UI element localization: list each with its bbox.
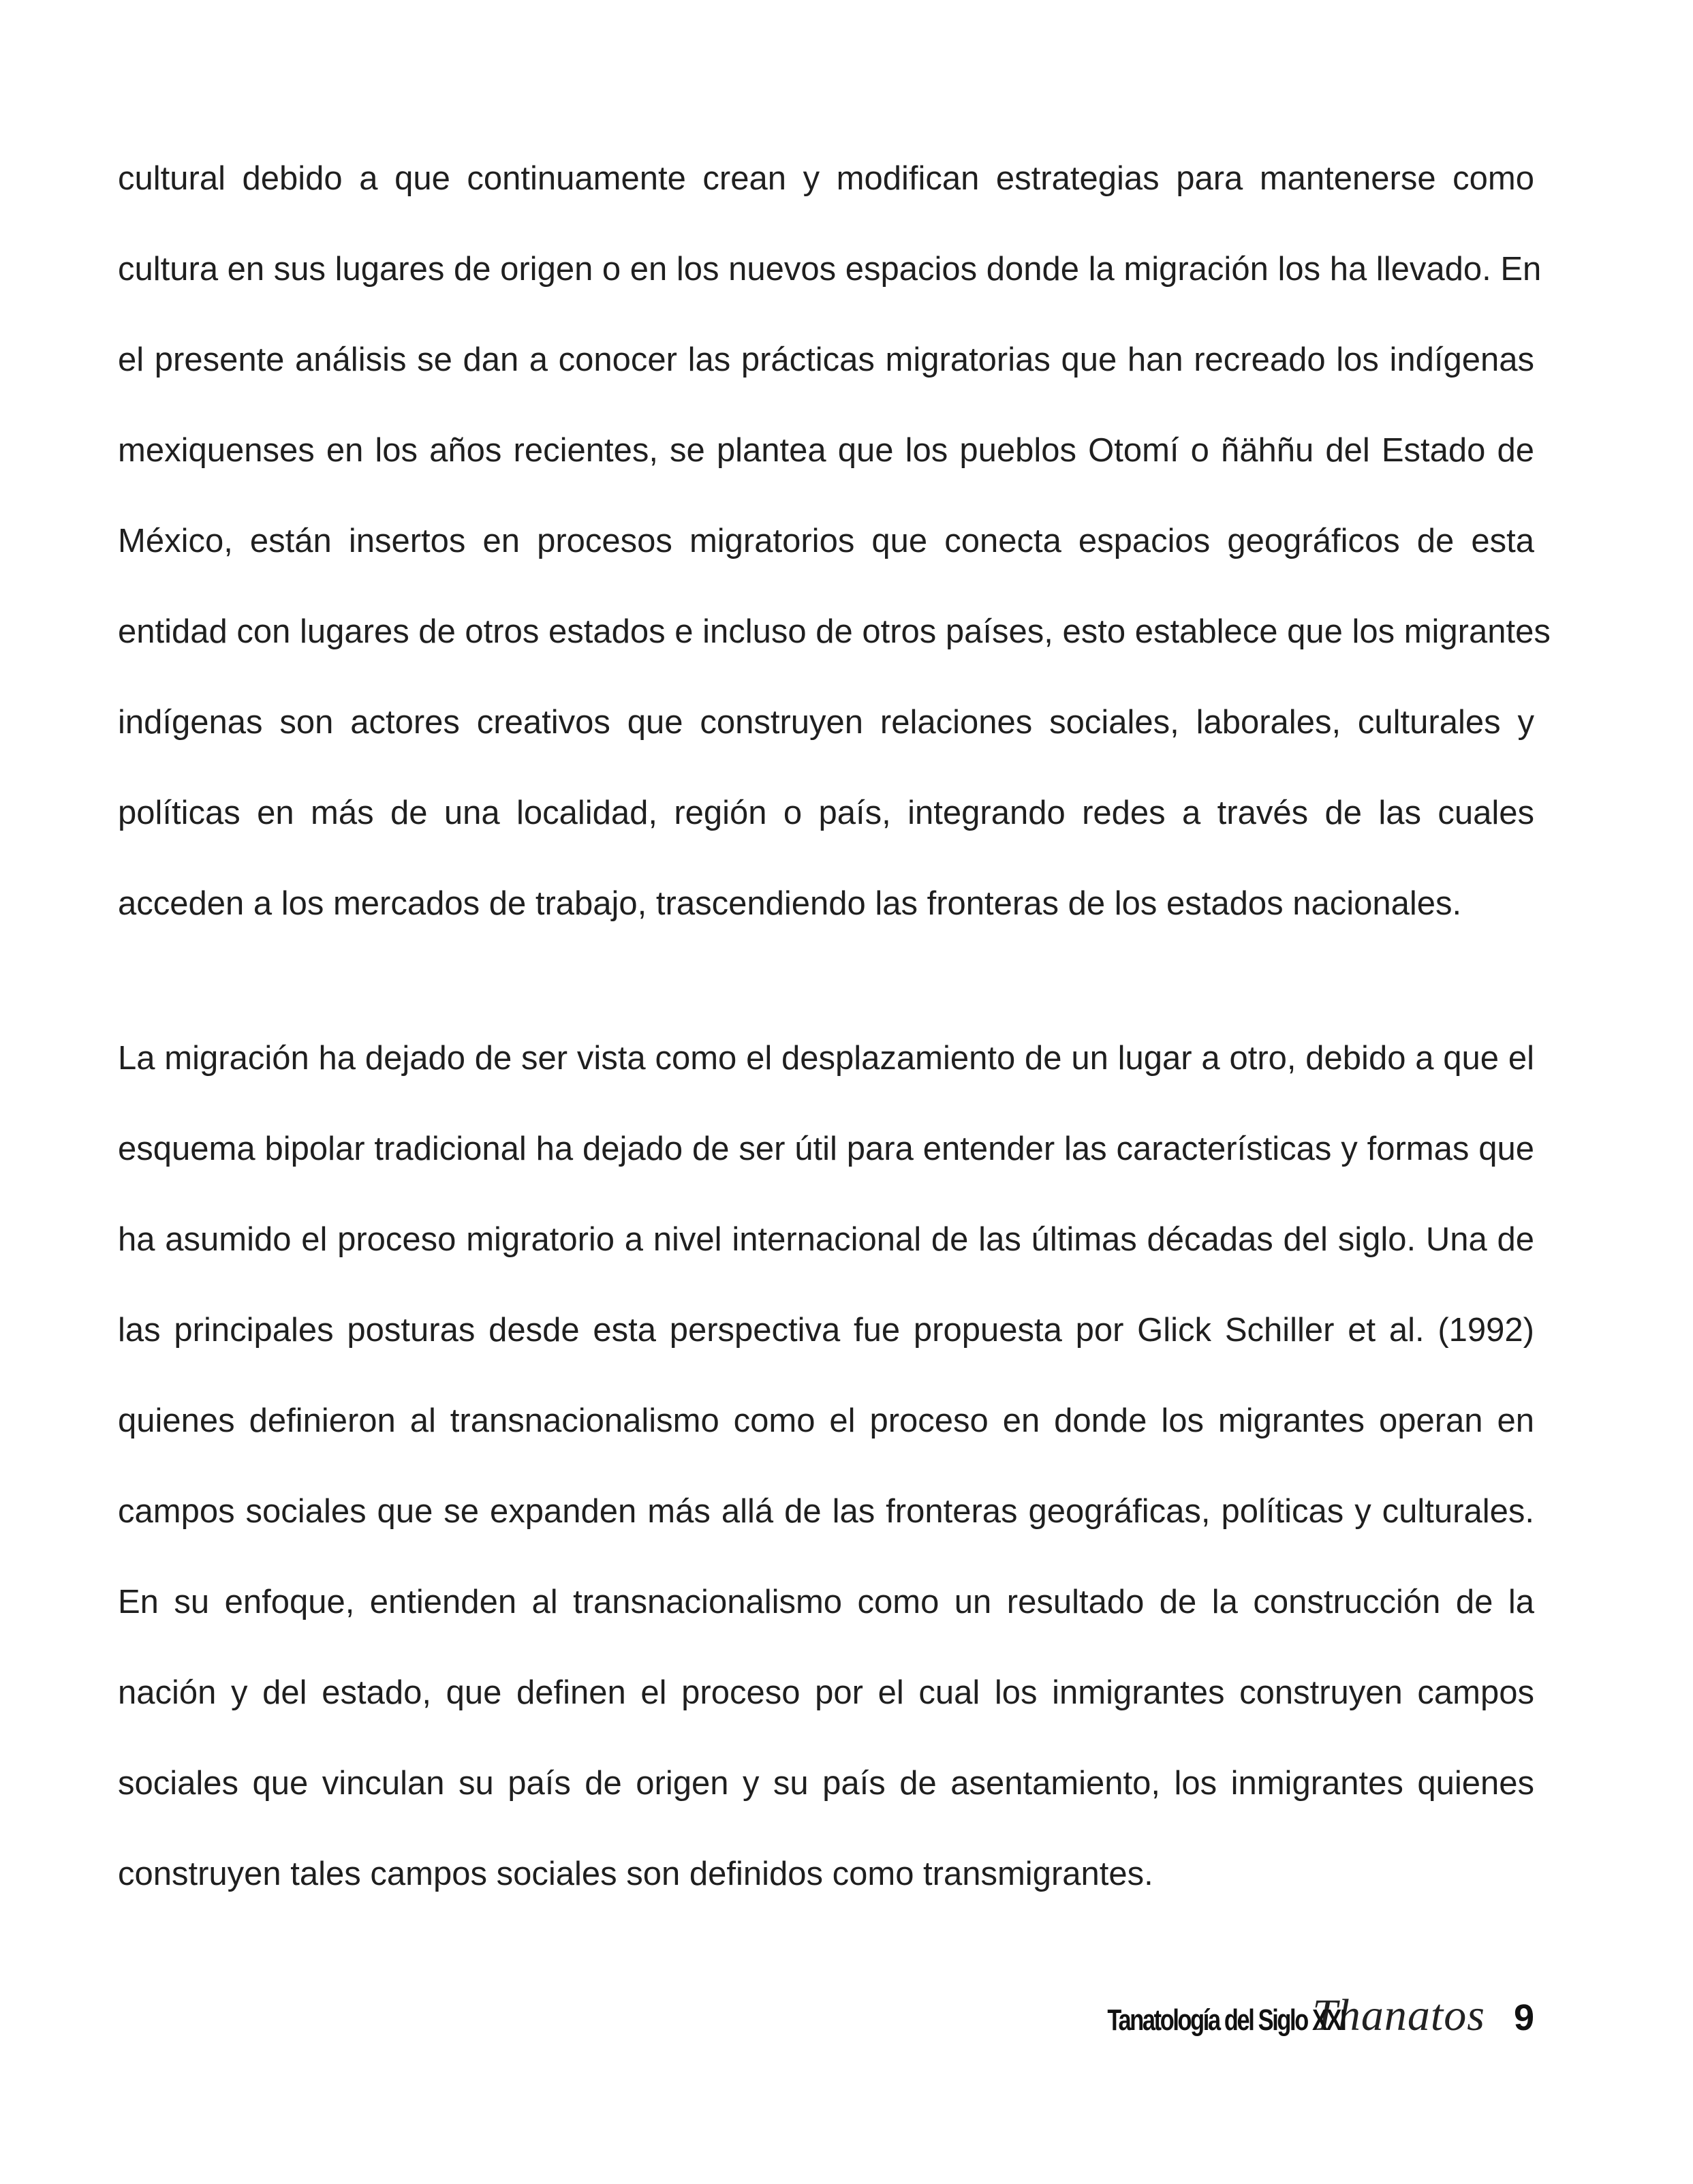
paragraph-2 [118,1013,1534,1920]
paragraph-line: las principales posturas desde esta perspectiva fue propuesta por Glick Schiller et al. (1992) [118,1312,1534,1349]
paragraph-line: cultural debido a que continuamente crean y modifican estrategias para mantenerse como [118,160,1534,197]
paragraph-line: acceden a los mercados de trabajo, trascendiendo las fronteras de los estados nacionales. [118,885,1462,922]
paragraph-line: construyen tales campos sociales son definidos como transmigrantes. [118,1856,1153,1892]
paragraph-line: políticas en más de una localidad, región o país, integrando redes a través de las cuales [118,795,1534,831]
paragraph-line: esquema bipolar tradicional ha dejado de ser útil para entender las características y formas que [118,1131,1534,1167]
paragraph-1 [118,134,1551,949]
paragraph-line: campos sociales que se expanden más allá de las fronteras geográficas, políticas y culturales. [118,1493,1534,1530]
paragraph-line: quienes definieron al transnacionalismo como el proceso en donde los migrantes operan en [118,1402,1534,1439]
paragraph-line: cultura en sus lugares de origen o en los nuevos espacios donde la migración los ha llevado. En [118,251,1542,288]
paragraph-line: mexiquenses en los años recientes, se plantea que los pueblos Otomí o ñähñu del Estado de [118,432,1534,469]
page-footer [1040,1990,1534,2044]
paragraph-line: sociales que vinculan su país de origen y su país de asentamiento, los inmigrantes quienes [118,1765,1534,1802]
paragraph-line: entidad con lugares de otros estados e incluso de otros países, esto establece que los migrantes [118,613,1551,650]
paragraph-line: el presente análisis se dan a conocer las prácticas migratorias que han recreado los indígenas [118,341,1534,378]
page-number: 9 [1513,1997,1534,2038]
paragraph-line: En su enfoque, entienden al transnacionalismo como un resultado de la construcción de la [118,1584,1534,1620]
paragraph-line: La migración ha dejado de ser vista como el desplazamiento de un lugar a otro, debido a que el [118,1040,1534,1077]
paragraph-line: México, están insertos en procesos migratorios que conecta espacios geográficos de esta [118,523,1534,559]
thanatos-logo: Thanatos [1312,1990,1485,2040]
paragraph-line: indígenas son actores creativos que construyen relaciones sociales, laborales, culturales y [118,704,1534,741]
paragraph-line: ha asumido el proceso migratorio a nivel internacional de las últimas décadas del siglo. Una de [118,1221,1534,1258]
paragraph-line: nación y del estado, que definen el proceso por el cual los inmigrantes construyen campos [118,1674,1534,1711]
journal-name: Tanatología del Siglo XXI [1107,2003,1346,2037]
